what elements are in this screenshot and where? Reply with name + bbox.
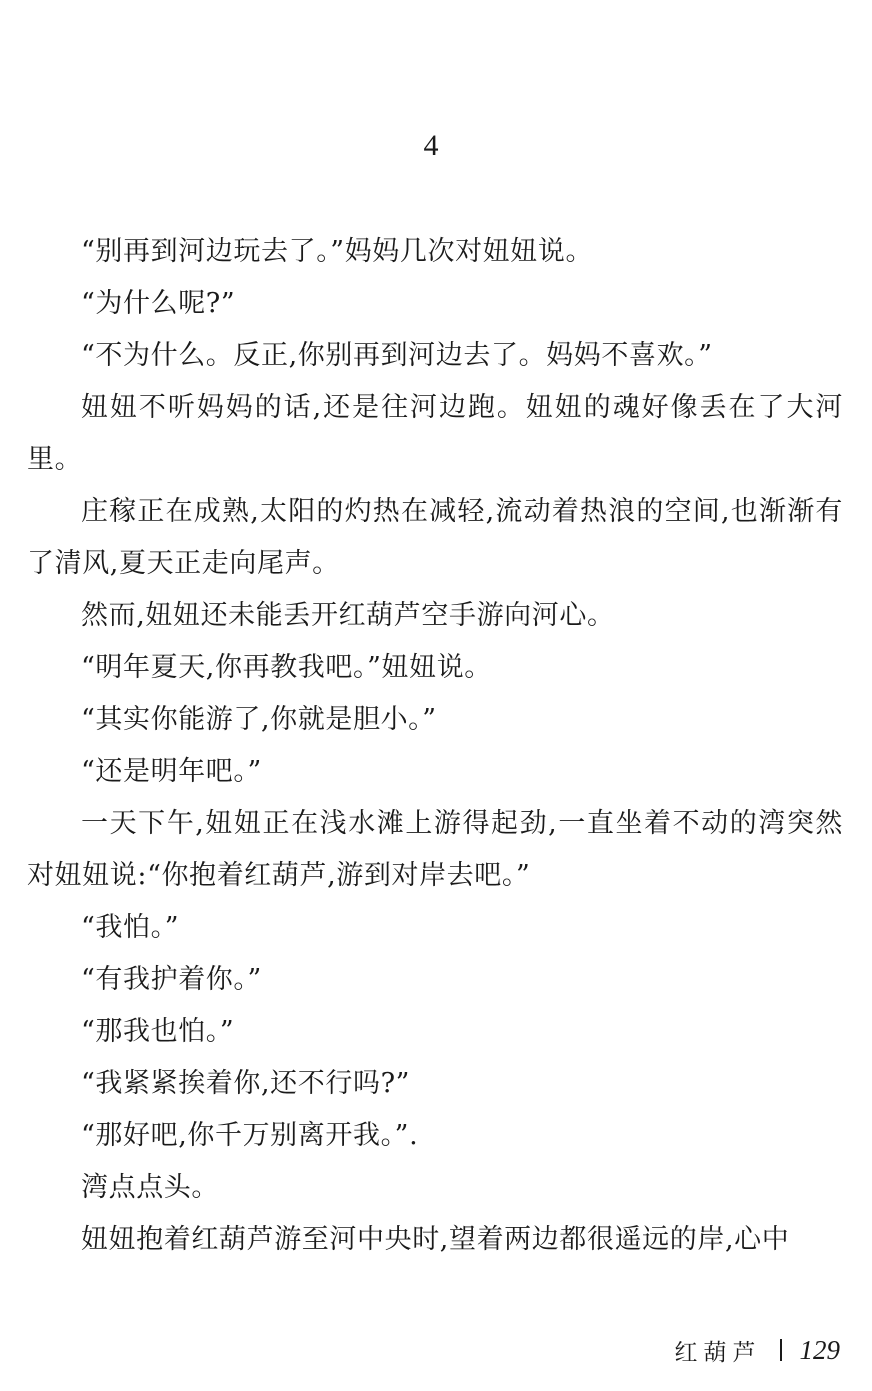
paragraph: 庄稼正在成熟,太阳的灼热在减轻,流动着热浪的空间,也渐渐有了清风,夏天正走向尾声。	[27, 496, 843, 579]
paragraph: 然而,妞妞还未能丢开红葫芦空手游向河心。	[81, 600, 615, 631]
paragraph: 湾点点头。	[81, 1172, 219, 1203]
paragraph: 一天下午,妞妞正在浅水滩上游得起劲,一直坐着不动的湾突然对妞妞说:“你抱着红葫芦,游到对岸去吧。”	[27, 808, 843, 891]
paragraph: “不为什么。反正,你别再到河边去了。妈妈不喜欢。”	[81, 340, 713, 371]
paragraph: “那我也怕。”	[81, 1016, 235, 1047]
footer-divider	[780, 1339, 782, 1361]
paragraph: “为什么呢?”	[81, 288, 236, 319]
paragraph: “其实你能游了,你就是胆小。”	[81, 704, 437, 735]
paragraph: “还是明年吧。”	[81, 756, 262, 787]
footer-book-title: 红葫芦	[674, 1339, 762, 1366]
paragraph: “别再到河边玩去了。”妈妈几次对妞妞说。	[81, 236, 594, 267]
paragraph: “我紧紧挨着你,还不行吗?”	[81, 1068, 411, 1099]
page-number: 129	[799, 1334, 840, 1365]
paragraph: 妞妞抱着红葫芦游至河中央时,望着两边都很遥远的岸,心中	[81, 1224, 790, 1255]
paragraph: “那好吧,你千万别离开我。”.	[81, 1120, 419, 1151]
paragraph: 妞妞不听妈妈的话,还是往河边跑。妞妞的魂好像丢在了大河里。	[27, 392, 843, 475]
chapter-number: 4	[423, 129, 439, 162]
paragraph: “明年夏天,你再教我吧。”妞妞说。	[81, 652, 492, 683]
body-text	[27, 226, 843, 1266]
paragraph: “我怕。”	[81, 912, 180, 943]
paragraph: “有我护着你。”	[81, 964, 262, 995]
page-footer	[675, 1330, 841, 1370]
